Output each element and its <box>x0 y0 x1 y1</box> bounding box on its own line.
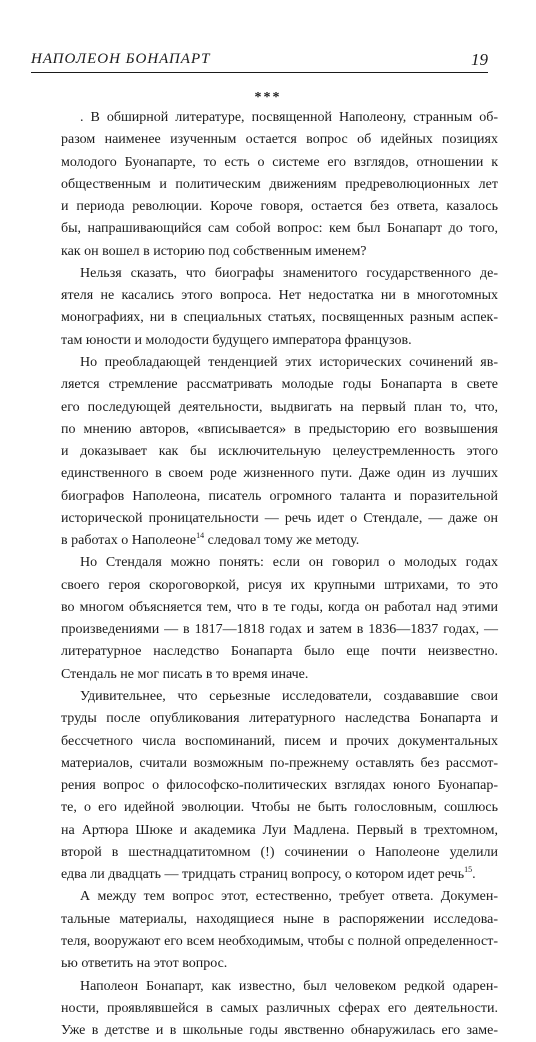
line-text: по мнению авторов, «вписывается» в предысторию его возвышения <box>61 421 498 437</box>
running-header <box>31 50 488 73</box>
text-line <box>61 953 498 975</box>
line-text: Наполеон Бонапарт, как известно, был человеком редкой одарен- <box>80 978 498 994</box>
line-text: ью ответить на этот вопрос. <box>61 956 228 972</box>
line-text: Но Стендаля можно понять: если он говорил о молодых годах <box>80 555 498 571</box>
line-text: своего героя скороговоркой, рисуя их крупными штрихами, то это <box>61 577 498 593</box>
line-text: А между тем вопрос этот, естественно, требует ответа. Докумен- <box>80 889 498 905</box>
text-line <box>61 397 498 419</box>
text-line <box>61 641 498 663</box>
line-text: исторической проницательности — речь идет о Стендале, — даже он <box>61 510 498 526</box>
text-line <box>61 285 498 307</box>
text-line <box>61 174 498 196</box>
text-line <box>80 352 498 374</box>
text-line <box>61 864 498 886</box>
text-line <box>61 708 498 730</box>
text-line <box>80 552 498 574</box>
text-line <box>61 909 498 931</box>
line-text: единственного в своем роде жизненного пути. Даже один из лучших <box>61 466 498 482</box>
text-line <box>61 530 498 552</box>
line-text: Уже в детстве и в школьные годы явственно обнаружилась его заме- <box>61 1023 498 1039</box>
line-text: материалов, считали возможным по-прежнему оставлять без рассмот- <box>61 755 498 771</box>
text-line <box>61 775 498 797</box>
line-text: общественным и политическим движениям предреволюционных лет <box>61 176 498 192</box>
text-line <box>61 842 498 864</box>
text-line <box>61 753 498 775</box>
line-text: Стендаль не мог писать в то время иначе. <box>61 666 309 682</box>
line-text: ляется стремление рассматривать молодые годы Бонапарта в свете <box>61 377 498 393</box>
line-text: ятеля не касались этого вопроса. Нет недостатка ни в многотомных <box>61 288 498 304</box>
line-text: произведениями — в 1817—1818 годах и затем в 1836—1837 годах, — <box>61 622 498 638</box>
line-text: Нельзя сказать, что биографы знаменитого государственного де- <box>80 265 498 281</box>
line-text: едва ли двадцать — тридцать страниц вопросу, о котором идет речь <box>61 867 465 883</box>
section-break: *** <box>254 90 282 105</box>
line-text: следовал тому же методу. <box>204 533 360 549</box>
line-text: те, о его идейной эволюции. Чтобы не быть голословным, сошлюсь <box>61 800 498 816</box>
text-line <box>61 241 498 263</box>
text-line <box>61 998 498 1020</box>
text-line <box>80 886 498 908</box>
text-line <box>61 196 498 218</box>
text-line <box>61 218 498 240</box>
line-text: литературное наследство Бонапарта было еще почти неизвестно. <box>61 644 498 660</box>
text-line <box>61 820 498 842</box>
line-text: . <box>472 867 476 883</box>
text-line <box>80 107 498 129</box>
text-line <box>61 419 498 441</box>
text-line <box>61 129 498 151</box>
line-text: бессчетного числа воспоминаний, писем и прочих документальных <box>61 733 498 749</box>
line-text: его последующей деятельности, выдвигать на первый план то, что, <box>61 399 498 415</box>
line-text: теля, вооружают его всем необходимым, чтобы с полной определенност- <box>61 933 498 949</box>
line-text: монографиях, ни в специальных статьях, посвященных разным аспек- <box>61 310 498 326</box>
line-text: во многом объясняется тем, что в те годы, когда он работал над этими <box>61 599 498 615</box>
page-number: 19 <box>471 50 488 69</box>
line-text: и периода революции. Короче говоря, остается без ответа, казалось <box>61 199 498 215</box>
footnote-ref: 14 <box>196 531 205 541</box>
text-line <box>61 486 498 508</box>
text-line <box>61 664 498 686</box>
line-text: рения вопрос о философско-политических взглядах юного Буонапар- <box>61 778 498 794</box>
line-text: Удивительнее, что серьезные исследователи, создававшие свои <box>80 689 498 705</box>
line-text: там юности и молодости будущего императора французов. <box>61 332 412 348</box>
text-line <box>61 374 498 396</box>
line-text: на Артюра Шюке и академика Луи Мадлена. Первый в трехтомном, <box>61 822 498 838</box>
text-line <box>61 619 498 641</box>
line-text: молодого Буонапарте, то есть о системе его взглядов, отношении к <box>61 154 498 170</box>
text-line <box>61 307 498 329</box>
text-line <box>61 575 498 597</box>
line-text: как он вошел в историю под собственным именем? <box>61 243 367 259</box>
line-text: бы, напрашивающийся сам собой вопрос: кем был Бонапарт до того, <box>61 221 498 237</box>
line-text: второй в шестнадцатитомном (!) сочинении о Наполеоне уделили <box>61 844 498 860</box>
text-line <box>61 731 498 753</box>
footnote-ref: 15 <box>464 865 473 875</box>
line-text: тальные материалы, находящиеся ныне в распоряжении исследова- <box>61 911 498 927</box>
line-text: Но преобладающей тенденцией этих исторических сочинений яв- <box>80 354 498 370</box>
text-line <box>80 976 498 998</box>
text-line <box>80 263 498 285</box>
text-line <box>61 1020 498 1042</box>
line-text: разом наименее изученным остается вопрос об идейных позициях <box>61 132 498 148</box>
line-text: в работах о Наполеоне <box>61 533 197 549</box>
text-line <box>61 508 498 530</box>
line-text: труды после опубликования литературного наследства Бонапарта и <box>61 711 498 727</box>
text-line <box>61 152 498 174</box>
text-line <box>61 931 498 953</box>
line-text: . В обширной литературе, посвященной Наполеону, странным об- <box>80 110 498 125</box>
running-title: НАПОЛЕОН БОНАПАРТ <box>31 51 211 67</box>
text-line <box>61 441 498 463</box>
line-text: и доказывает как бы исключительную целеустремленность этого <box>61 444 498 460</box>
line-text: биографов Наполеона, писатель огромного таланта и поразительной <box>61 488 498 504</box>
text-line <box>61 797 498 819</box>
text-line <box>80 686 498 708</box>
text-line <box>61 597 498 619</box>
line-text: ности, проявлявшейся в самых различных сферах его деятельности. <box>61 1000 498 1016</box>
text-line <box>61 330 498 352</box>
text-line <box>61 463 498 485</box>
